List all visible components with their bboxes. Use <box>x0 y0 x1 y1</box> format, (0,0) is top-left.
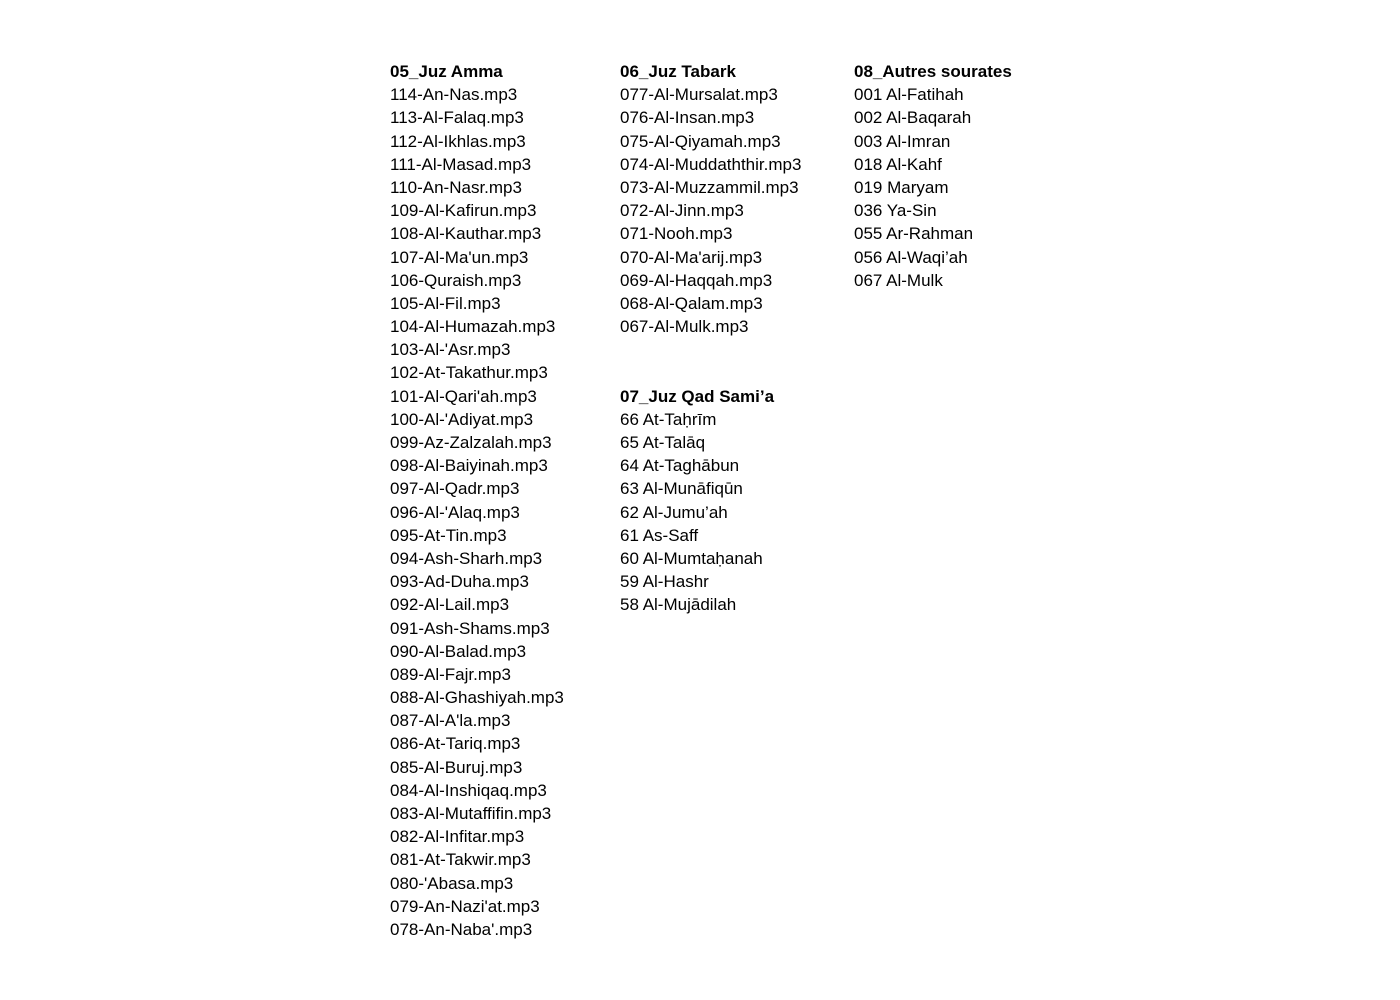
list-item: 083-Al-Mutaffifin.mp3 <box>390 804 552 823</box>
juz-tabark-heading: 06_Juz Tabark <box>620 62 736 81</box>
list-item: 003 Al-Imran <box>854 131 951 151</box>
list-item: 110-An-Nasr.mp3 <box>390 177 522 197</box>
juz-qad-samia-list <box>620 408 801 617</box>
list-item: 078-An-Naba'.mp3 <box>390 919 533 939</box>
list-item: 107-Al-Ma'un.mp3 <box>390 247 529 267</box>
list-item: 108-Al-Kauthar.mp3 <box>390 224 542 244</box>
list-item: 001 Al-Fatihah <box>854 85 964 105</box>
list-item: 018 Al-Kahf <box>854 154 942 174</box>
list-item: 075-Al-Qiyamah.mp3 <box>620 131 781 151</box>
list-item: 66 At-Taḥrīm <box>620 409 717 429</box>
list-item: 65 At-Talāq <box>620 433 706 453</box>
list-item: 095-At-Tin.mp3 <box>390 525 507 545</box>
list-item: 102-At-Takathur.mp3 <box>390 363 548 383</box>
list-item: 080-'Abasa.mp3 <box>390 873 514 893</box>
list-item: 082-Al-Infitar.mp3 <box>390 827 525 847</box>
list-item: 64 At-Taghābun <box>620 456 740 476</box>
list-item: 63 Al-Munāfiqūn <box>620 479 743 499</box>
list-item: 097-Al-Qadr.mp3 <box>390 479 520 499</box>
list-item: 071-Nooh.mp3 <box>620 224 733 244</box>
list-item: 100-Al-'Adiyat.mp3 <box>390 409 534 429</box>
list-item: 096-Al-'Alaq.mp3 <box>390 502 520 522</box>
list-item: 104-Al-Humazah.mp3 <box>390 317 556 337</box>
list-item: 62 Al-Jumu’ah <box>620 502 728 522</box>
list-item: 103-Al-'Asr.mp3 <box>390 340 511 360</box>
list-item: 109-Al-Kafirun.mp3 <box>390 201 537 221</box>
list-item: 036 Ya-Sin <box>854 201 937 221</box>
list-item: 101-Al-Qari'ah.mp3 <box>390 386 537 406</box>
list-item: 056 Al-Waqi’ah <box>854 247 968 267</box>
list-item: 114-An-Nas.mp3 <box>390 85 518 105</box>
list-item: 098-Al-Baiyinah.mp3 <box>390 456 548 476</box>
list-item: 59 Al-Hashr <box>620 572 709 592</box>
list-item: 076-Al-Insan.mp3 <box>620 108 755 128</box>
list-item: 074-Al-Muddaththir.mp3 <box>620 154 802 174</box>
juz-amma-list <box>390 83 564 941</box>
list-item: 079-An-Nazi'at.mp3 <box>390 896 540 916</box>
list-item: 093-Ad-Duha.mp3 <box>390 572 529 592</box>
list-item: 111-Al-Masad.mp3 <box>390 154 532 174</box>
list-item: 091-Ash-Shams.mp3 <box>390 618 550 638</box>
juz-tabark-list <box>620 83 801 338</box>
list-item: 61 As-Saff <box>620 525 699 545</box>
list-item: 085-Al-Buruj.mp3 <box>390 757 523 777</box>
autres-sourates-heading: 08_Autres sourates <box>854 62 1012 81</box>
list-item: 087-Al-A'la.mp3 <box>390 711 511 731</box>
list-item: 086-At-Tariq.mp3 <box>390 734 521 754</box>
section-spacer <box>620 338 801 384</box>
column-autres-sourates <box>854 60 1012 292</box>
list-item: 081-At-Takwir.mp3 <box>390 850 531 870</box>
list-item: 113-Al-Falaq.mp3 <box>390 108 524 128</box>
autres-sourates-list <box>854 83 1012 292</box>
list-item: 073-Al-Muzzammil.mp3 <box>620 177 799 197</box>
juz-amma-heading: 05_Juz Amma <box>390 62 503 81</box>
list-item: 105-Al-Fil.mp3 <box>390 293 501 313</box>
list-item: 055 Ar-Rahman <box>854 224 974 244</box>
list-item: 069-Al-Haqqah.mp3 <box>620 270 773 290</box>
juz-qad-samia-heading: 07_Juz Qad Sami’a <box>620 386 775 406</box>
list-item: 112-Al-Ikhlas.mp3 <box>390 131 526 151</box>
column-juz-amma <box>390 60 564 941</box>
list-item: 072-Al-Jinn.mp3 <box>620 201 744 221</box>
list-item: 094-Ash-Sharh.mp3 <box>390 548 543 568</box>
list-item: 58 Al-Mujādilah <box>620 595 737 615</box>
list-item: 089-Al-Fajr.mp3 <box>390 664 511 684</box>
list-item: 092-Al-Lail.mp3 <box>390 595 510 615</box>
list-item: 068-Al-Qalam.mp3 <box>620 293 763 313</box>
list-item: 002 Al-Baqarah <box>854 108 972 128</box>
list-item: 090-Al-Balad.mp3 <box>390 641 527 661</box>
list-item: 106-Quraish.mp3 <box>390 270 522 290</box>
list-item: 088-Al-Ghashiyah.mp3 <box>390 688 564 708</box>
list-item: 067-Al-Mulk.mp3 <box>620 317 749 337</box>
list-item: 099-Az-Zalzalah.mp3 <box>390 433 552 452</box>
list-item: 60 Al-Mumtaḥanah <box>620 548 763 568</box>
column-juz-tabark-qad-samia <box>620 60 801 617</box>
list-item: 084-Al-Inshiqaq.mp3 <box>390 780 547 800</box>
list-item: 077-Al-Mursalat.mp3 <box>620 85 778 105</box>
list-item: 067 Al-Mulk <box>854 270 943 290</box>
list-item: 070-Al-Ma'arij.mp3 <box>620 247 763 267</box>
list-item: 019 Maryam <box>854 177 949 197</box>
